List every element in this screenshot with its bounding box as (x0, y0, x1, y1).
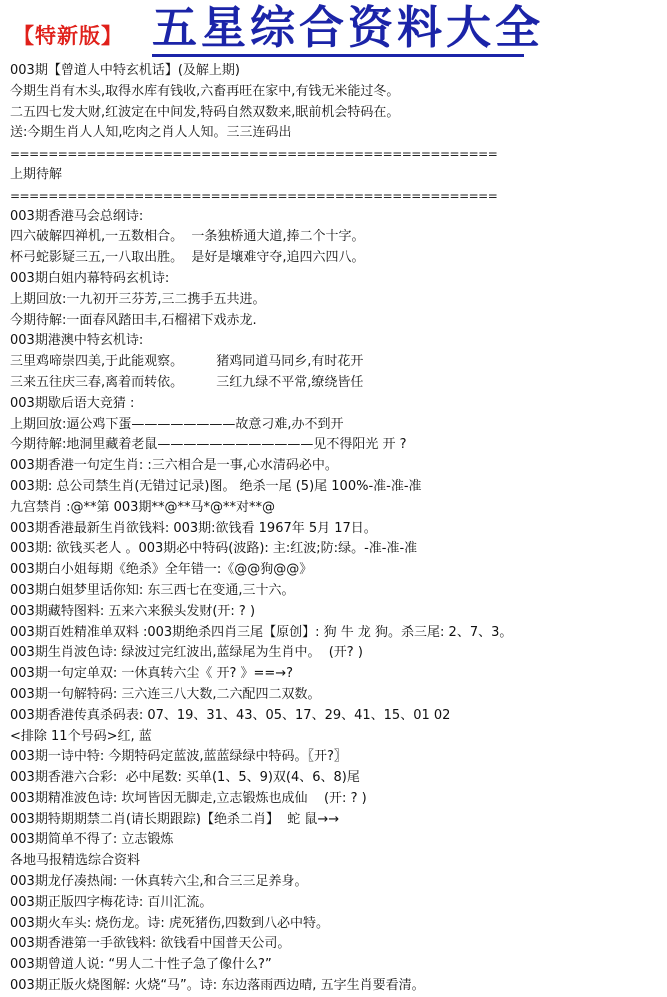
text-line: 003期特期期禁二肖(请长期跟踪)【绝杀二肖】 蛇 鼠→→ (10, 811, 340, 827)
text-line: 003期火车头: 烧伤龙。诗: 虎死猪伤,四数到八必中特。 (10, 915, 329, 931)
text-line: 送:今期生肖人人知,吃肉之肖人人知。三三连码出 (10, 125, 292, 141)
text-line: 上期待解 (10, 166, 63, 182)
header (0, 0, 667, 62)
text-line: 今期待解:一面春风踏田丰,石榴裙下戏赤龙. (10, 312, 257, 328)
text-line: 003期龙仔凑热闹: 一休真转六尘,和合三三足养身。 (10, 874, 308, 890)
text-line: 003期白姐梦里话你知: 东三西七在变通,三十六。 (10, 582, 295, 598)
text-line: 003期百姓精准单双料 :003期绝杀四肖三尾【原创】: 狗 牛 龙 狗。杀三尾: 2、7、3。 (10, 624, 513, 640)
title-underline (152, 54, 524, 57)
text-line: 003期正版火烧图解: 火烧“马”。诗: 东边落雨西边晴, 五字生肖要看清。 (10, 978, 425, 994)
document-body (10, 61, 660, 997)
text-line: 003期正版四字梅花诗: 百川汇流。 (10, 894, 213, 910)
text-line: 上期回放:逼公鸡下蛋————————故意刁难,办不到开 (10, 416, 344, 432)
text-line: 003期: 欲钱买老人 。003期必中特码(波路): 主:红波;防:绿。-准-准-准 (10, 541, 418, 557)
text-line: 四六破解四禅机,一五数相合。 一条独桥通大道,捧二个十字。 (10, 229, 365, 245)
text-line: 003期白小姐每期《绝杀》全年错一:《@@狗@@》 (10, 562, 313, 578)
text-line: 杯弓蛇影疑三五,一八取出胜。 是好是壤难守夺,追四六四八。 (10, 250, 365, 266)
text-line: 003期香港马会总纲诗: (10, 208, 144, 224)
text-line: 003期港澳中特玄机诗: (10, 333, 144, 349)
text-line: 今期待解:地洞里藏着老鼠————————————见不得阳光 开 ? (10, 437, 407, 453)
text-line: 003期【曾道人中特玄机话】(及解上期) (10, 63, 240, 78)
text-line: 003期香港一句定生肖: :三六相合是一事,心水清码必中。 (10, 458, 338, 474)
text-line: 003期香港最新生肖欲钱料: 003期:欲钱看 1967年 5月 17日。 (10, 520, 377, 536)
text-line: 003期香港六合彩: 必中尾数: 买单(1、5、9)双(4、6、8)尾 (10, 770, 360, 786)
text-line: 003期一诗中特: 今期特码定蓝波,蓝蓝绿绿中特码。〖开?〗 (10, 749, 347, 765)
text-line: 上期回放:一九初开三芬芳,三二携手五共进。 (10, 291, 266, 307)
text-line: 003期生肖波色诗: 绿波过完红波出,蓝绿尾为生肖中。 (开? ) (10, 645, 363, 661)
text-line: 三里鸡啼崇四美,于此能观察。 猪鸡同道马同乡,有时花开 (10, 354, 364, 370)
text-line: 三来五往庆三春,离着而转依。 三红九绿不平常,缭绕皆任 (10, 374, 364, 390)
text-line: 003期简单不得了: 立志锻炼 (10, 832, 174, 848)
separator-line: =================================================== (10, 188, 498, 203)
edition-badge: 【特新版】 (13, 24, 123, 48)
text-line: 各地马报精选综合资料 (10, 853, 141, 869)
text-line: 003期香港第一手欲钱料: 欲钱看中国普天公司。 (10, 936, 291, 952)
text-line: 003期歇后语大竞猜 : (10, 395, 135, 411)
text-line: 003期一句定单双: 一休真转六尘《 开? 》==→? (10, 666, 294, 682)
text-line: 003期香港传真杀码表: 07、19、31、43、05、17、29、41、15、01 02 (10, 707, 451, 723)
separator-line: =================================================== (10, 147, 498, 162)
text-line: 二五四七发大财,红波定在中间发,特码自然双数来,眠前机会特码在。 (10, 104, 400, 120)
text-line: 003期: 总公司禁生肖(无错过记录)图。 绝杀一尾 (5)尾 100%-准-准-准 (10, 478, 422, 494)
text-line: 003期藏特图料: 五来六来猴头发财(开: ? ) (10, 603, 256, 619)
text-line: 003期白姐内幕特码玄机诗: (10, 270, 170, 286)
text-line: 003期曾道人说: “男人二十性子急了像什么?” (10, 957, 272, 973)
text-line: 九宫禁肖 :@**第 003期**@**马*@**对**@ (10, 499, 275, 515)
page-title: 五星综合资料大全 (152, 1, 545, 54)
text-line: 今期生肖有木头,取得水库有钱收,六畜再旺在家中,有钱无米能过冬。 (10, 83, 400, 99)
text-line: <排除 11个号码>红, 蓝 (10, 728, 152, 744)
text-line: 003期一句解特码: 三六连三八大数,二六配四二双数。 (10, 686, 321, 702)
text-line: 003期精准波色诗: 坎坷皆因无脚走,立志锻炼也成仙 (开: ? ) (10, 790, 367, 806)
